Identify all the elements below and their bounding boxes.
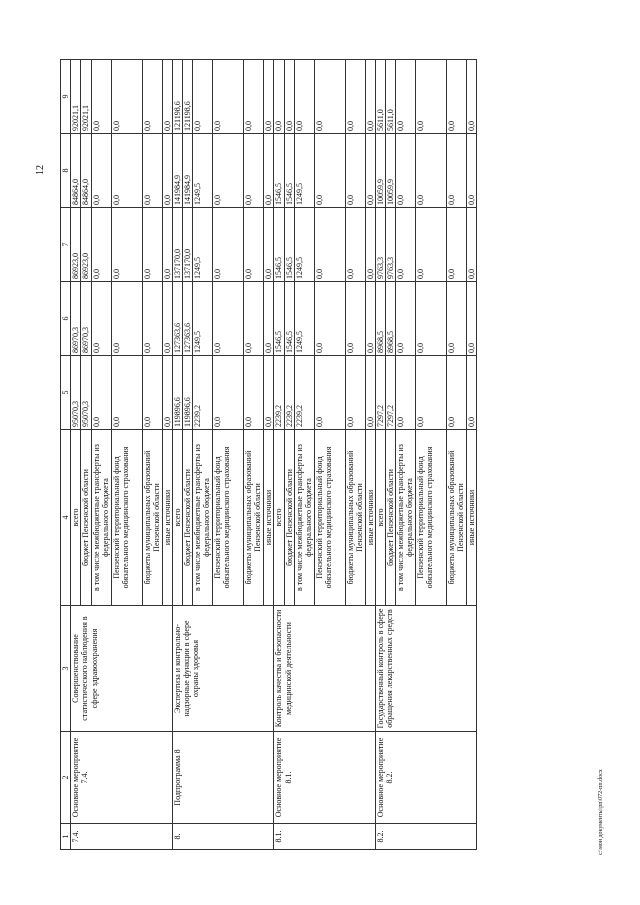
amount-cell: 7297,2 xyxy=(375,356,385,430)
amount-cell: 0,0 xyxy=(396,282,416,356)
amount-cell: 0,0 xyxy=(244,60,264,134)
amount-cell: 1249,5 xyxy=(294,208,314,282)
amount-cell: 0,0 xyxy=(142,356,162,430)
amount-cell: 0,0 xyxy=(91,356,111,430)
amount-cell: 0,0 xyxy=(447,60,467,134)
funding-source: бюджет Пензенской области xyxy=(284,430,294,606)
amount-cell: 95070,3 xyxy=(81,356,91,430)
amount-cell: 0,0 xyxy=(111,208,142,282)
funding-source: бюджеты муниципальных образований Пензенской области xyxy=(345,430,365,606)
group-name: Основное мероприятие 7.4. xyxy=(71,732,173,824)
col-header: 8 xyxy=(61,134,71,208)
amount-cell: 0,0 xyxy=(416,134,447,208)
group-number: 8. xyxy=(172,824,274,850)
amount-cell: 141984,9 xyxy=(182,134,192,208)
amount-cell: 1546,5 xyxy=(284,282,294,356)
amount-cell: 86970,3 xyxy=(71,282,81,356)
amount-cell: 2239,2 xyxy=(274,356,284,430)
amount-cell: 0,0 xyxy=(264,282,274,356)
amount-cell: 0,0 xyxy=(91,208,111,282)
amount-cell: 1249,5 xyxy=(193,134,213,208)
amount-cell: 127363,6 xyxy=(172,282,182,356)
footer-file-path: c:\мои документы\рп\072-пп.docx xyxy=(598,769,604,855)
amount-cell: 0,0 xyxy=(91,134,111,208)
amount-cell: 1546,5 xyxy=(284,134,294,208)
col-header: 2 xyxy=(61,732,71,824)
amount-cell: 0,0 xyxy=(111,60,142,134)
amount-cell: 0,0 xyxy=(345,208,365,282)
amount-cell: 0,0 xyxy=(314,60,345,134)
amount-cell: 0,0 xyxy=(345,134,365,208)
amount-cell: 137170,0 xyxy=(182,208,192,282)
col-header: 6 xyxy=(61,282,71,356)
amount-cell: 2239,2 xyxy=(193,356,213,430)
amount-cell: 84864,0 xyxy=(71,134,81,208)
table-row xyxy=(71,60,81,850)
amount-cell: 8968,5 xyxy=(375,282,385,356)
amount-cell: 0,0 xyxy=(91,282,111,356)
amount-cell: 0,0 xyxy=(142,134,162,208)
amount-cell: 0,0 xyxy=(345,60,365,134)
amount-cell: 84864,0 xyxy=(81,134,91,208)
amount-cell: 0,0 xyxy=(244,356,264,430)
funding-source: бюджеты муниципальных образований Пензенской области xyxy=(244,430,264,606)
amount-cell: 141984,9 xyxy=(172,134,182,208)
amount-cell: 0,0 xyxy=(193,60,213,134)
funding-source: Пензенский территориальный фонд обязательного медицинского страхования xyxy=(416,430,447,606)
amount-cell: 0,0 xyxy=(142,282,162,356)
amount-cell: 0,0 xyxy=(244,208,264,282)
funding-source: Пензенский территориальный фонд обязательного медицинского страхования xyxy=(314,430,345,606)
amount-cell: 0,0 xyxy=(467,282,477,356)
funding-source: всего xyxy=(375,430,385,606)
amount-cell: 0,0 xyxy=(213,208,244,282)
funding-source: всего xyxy=(172,430,182,606)
amount-cell: 0,0 xyxy=(314,282,345,356)
amount-cell: 0,0 xyxy=(365,208,375,282)
amount-cell: 0,0 xyxy=(264,134,274,208)
funding-source: в том числе межбюджетные трансферты из федерального бюджета xyxy=(193,430,213,606)
amount-cell: 0,0 xyxy=(365,356,375,430)
amount-cell: 0,0 xyxy=(416,208,447,282)
amount-cell: 0,0 xyxy=(447,282,467,356)
group-number: 8.1. xyxy=(274,824,376,850)
amount-cell: 0,0 xyxy=(365,60,375,134)
amount-cell: 0,0 xyxy=(111,356,142,430)
amount-cell: 92021,1 xyxy=(81,60,91,134)
group-description: Государственный контроль в сфере обращения лекарственных средств xyxy=(375,606,477,732)
amount-cell: 0,0 xyxy=(264,208,274,282)
funding-source: бюджет Пензенской области xyxy=(81,430,91,606)
col-header: 7 xyxy=(61,208,71,282)
funding-source: в том числе межбюджетные трансферты из федерального бюджета xyxy=(294,430,314,606)
column-number-row xyxy=(61,60,71,850)
group-description: Контроль качества и безопасности медицинской деятельности xyxy=(274,606,376,732)
amount-cell: 0,0 xyxy=(345,282,365,356)
funding-source: иные источники xyxy=(162,430,172,606)
amount-cell: 2239,2 xyxy=(294,356,314,430)
amount-cell: 121198,6 xyxy=(172,60,182,134)
group-name: Основное мероприятие 8.2. xyxy=(375,732,477,824)
funding-source: иные источники xyxy=(264,430,274,606)
amount-cell: 0,0 xyxy=(416,282,447,356)
amount-cell: 1546,5 xyxy=(274,208,284,282)
amount-cell: 0,0 xyxy=(467,60,477,134)
amount-cell: 0,0 xyxy=(162,208,172,282)
funding-source: всего xyxy=(274,430,284,606)
amount-cell: 0,0 xyxy=(365,134,375,208)
budget-table xyxy=(60,59,477,850)
amount-cell: 0,0 xyxy=(396,208,416,282)
amount-cell: 0,0 xyxy=(314,134,345,208)
amount-cell: 92021,1 xyxy=(71,60,81,134)
amount-cell: 0,0 xyxy=(447,208,467,282)
amount-cell: 9763,3 xyxy=(375,208,385,282)
amount-cell: 8968,5 xyxy=(386,282,396,356)
amount-cell: 0,0 xyxy=(264,356,274,430)
col-header: 9 xyxy=(61,60,71,134)
amount-cell: 0,0 xyxy=(162,356,172,430)
col-header: 3 xyxy=(61,606,71,732)
funding-source: бюджет Пензенской области xyxy=(386,430,396,606)
amount-cell: 0,0 xyxy=(213,282,244,356)
amount-cell: 0,0 xyxy=(467,134,477,208)
funding-source: Пензенский территориальный фонд обязательного медицинского страхования xyxy=(213,430,244,606)
col-header: 5 xyxy=(61,356,71,430)
table-row xyxy=(375,60,385,850)
amount-cell: 0,0 xyxy=(314,356,345,430)
group-number: 8.2. xyxy=(375,824,477,850)
amount-cell: 0,0 xyxy=(284,60,294,134)
amount-cell: 95070,3 xyxy=(71,356,81,430)
group-number: 7.4. xyxy=(71,824,173,850)
amount-cell: 0,0 xyxy=(467,356,477,430)
rotated-page xyxy=(60,60,615,850)
group-name: Подпрограмма 8 xyxy=(172,732,274,824)
amount-cell: 0,0 xyxy=(213,356,244,430)
amount-cell: 1249,5 xyxy=(294,282,314,356)
col-header: 4 xyxy=(61,430,71,606)
amount-cell: 137170,0 xyxy=(172,208,182,282)
table-row xyxy=(172,60,182,850)
amount-cell: 127363,6 xyxy=(182,282,192,356)
amount-cell: 0,0 xyxy=(467,208,477,282)
amount-cell: 0,0 xyxy=(142,208,162,282)
amount-cell: 1249,5 xyxy=(193,208,213,282)
amount-cell: 0,0 xyxy=(111,282,142,356)
amount-cell: 0,0 xyxy=(396,356,416,430)
page-number: 12 xyxy=(35,165,46,175)
amount-cell: 0,0 xyxy=(244,134,264,208)
amount-cell: 119896,6 xyxy=(172,356,182,430)
amount-cell: 0,0 xyxy=(294,60,314,134)
amount-cell: 5611,0 xyxy=(386,60,396,134)
amount-cell: 0,0 xyxy=(396,60,416,134)
amount-cell: 10059,9 xyxy=(386,134,396,208)
amount-cell: 0,0 xyxy=(345,356,365,430)
amount-cell: 86923,0 xyxy=(81,208,91,282)
amount-cell: 0,0 xyxy=(244,282,264,356)
amount-cell: 86923,0 xyxy=(71,208,81,282)
amount-cell: 0,0 xyxy=(416,356,447,430)
amount-cell: 5611,0 xyxy=(375,60,385,134)
amount-cell: 0,0 xyxy=(264,60,274,134)
funding-source: всего xyxy=(71,430,81,606)
amount-cell: 0,0 xyxy=(213,60,244,134)
group-description: Совершенствование статистического наблюдения в сфере здравоохранения xyxy=(71,606,173,732)
amount-cell: 0,0 xyxy=(365,282,375,356)
amount-cell: 1546,5 xyxy=(284,208,294,282)
amount-cell: 1249,5 xyxy=(193,282,213,356)
amount-cell: 121198,6 xyxy=(182,60,192,134)
amount-cell: 7297,2 xyxy=(386,356,396,430)
amount-cell: 0,0 xyxy=(447,356,467,430)
funding-source: бюджет Пензенской области xyxy=(182,430,192,606)
group-name: Основное мероприятие 8.1. xyxy=(274,732,376,824)
amount-cell: 0,0 xyxy=(396,134,416,208)
funding-source: бюджеты муниципальных образований Пензенской области xyxy=(447,430,467,606)
amount-cell: 0,0 xyxy=(447,134,467,208)
amount-cell: 1546,5 xyxy=(274,134,284,208)
funding-source: в том числе межбюджетные трансферты из федерального бюджета xyxy=(396,430,416,606)
amount-cell: 0,0 xyxy=(274,60,284,134)
amount-cell: 86970,3 xyxy=(81,282,91,356)
amount-cell: 1546,5 xyxy=(274,282,284,356)
amount-cell: 0,0 xyxy=(416,60,447,134)
table-row xyxy=(274,60,284,850)
amount-cell: 119896,6 xyxy=(182,356,192,430)
amount-cell: 0,0 xyxy=(162,282,172,356)
amount-cell: 0,0 xyxy=(162,134,172,208)
amount-cell: 10059,9 xyxy=(375,134,385,208)
amount-cell: 0,0 xyxy=(111,134,142,208)
funding-source: иные источники xyxy=(365,430,375,606)
amount-cell: 0,0 xyxy=(91,60,111,134)
amount-cell: 2239,2 xyxy=(284,356,294,430)
amount-cell: 0,0 xyxy=(162,60,172,134)
funding-source: иные источники xyxy=(467,430,477,606)
amount-cell: 1249,5 xyxy=(294,134,314,208)
funding-source: бюджеты муниципальных образований Пензенской области xyxy=(142,430,162,606)
amount-cell: 9763,3 xyxy=(386,208,396,282)
group-description: Экспертиза и контрольно-надзорные функции в сфере охраны здоровья xyxy=(172,606,274,732)
funding-source: в том числе межбюджетные трансферты из федерального бюджета xyxy=(91,430,111,606)
amount-cell: 0,0 xyxy=(314,208,345,282)
funding-source: Пензенский территориальный фонд обязательного медицинского страхования xyxy=(111,430,142,606)
amount-cell: 0,0 xyxy=(213,134,244,208)
amount-cell: 0,0 xyxy=(142,60,162,134)
col-header: 1 xyxy=(61,824,71,850)
